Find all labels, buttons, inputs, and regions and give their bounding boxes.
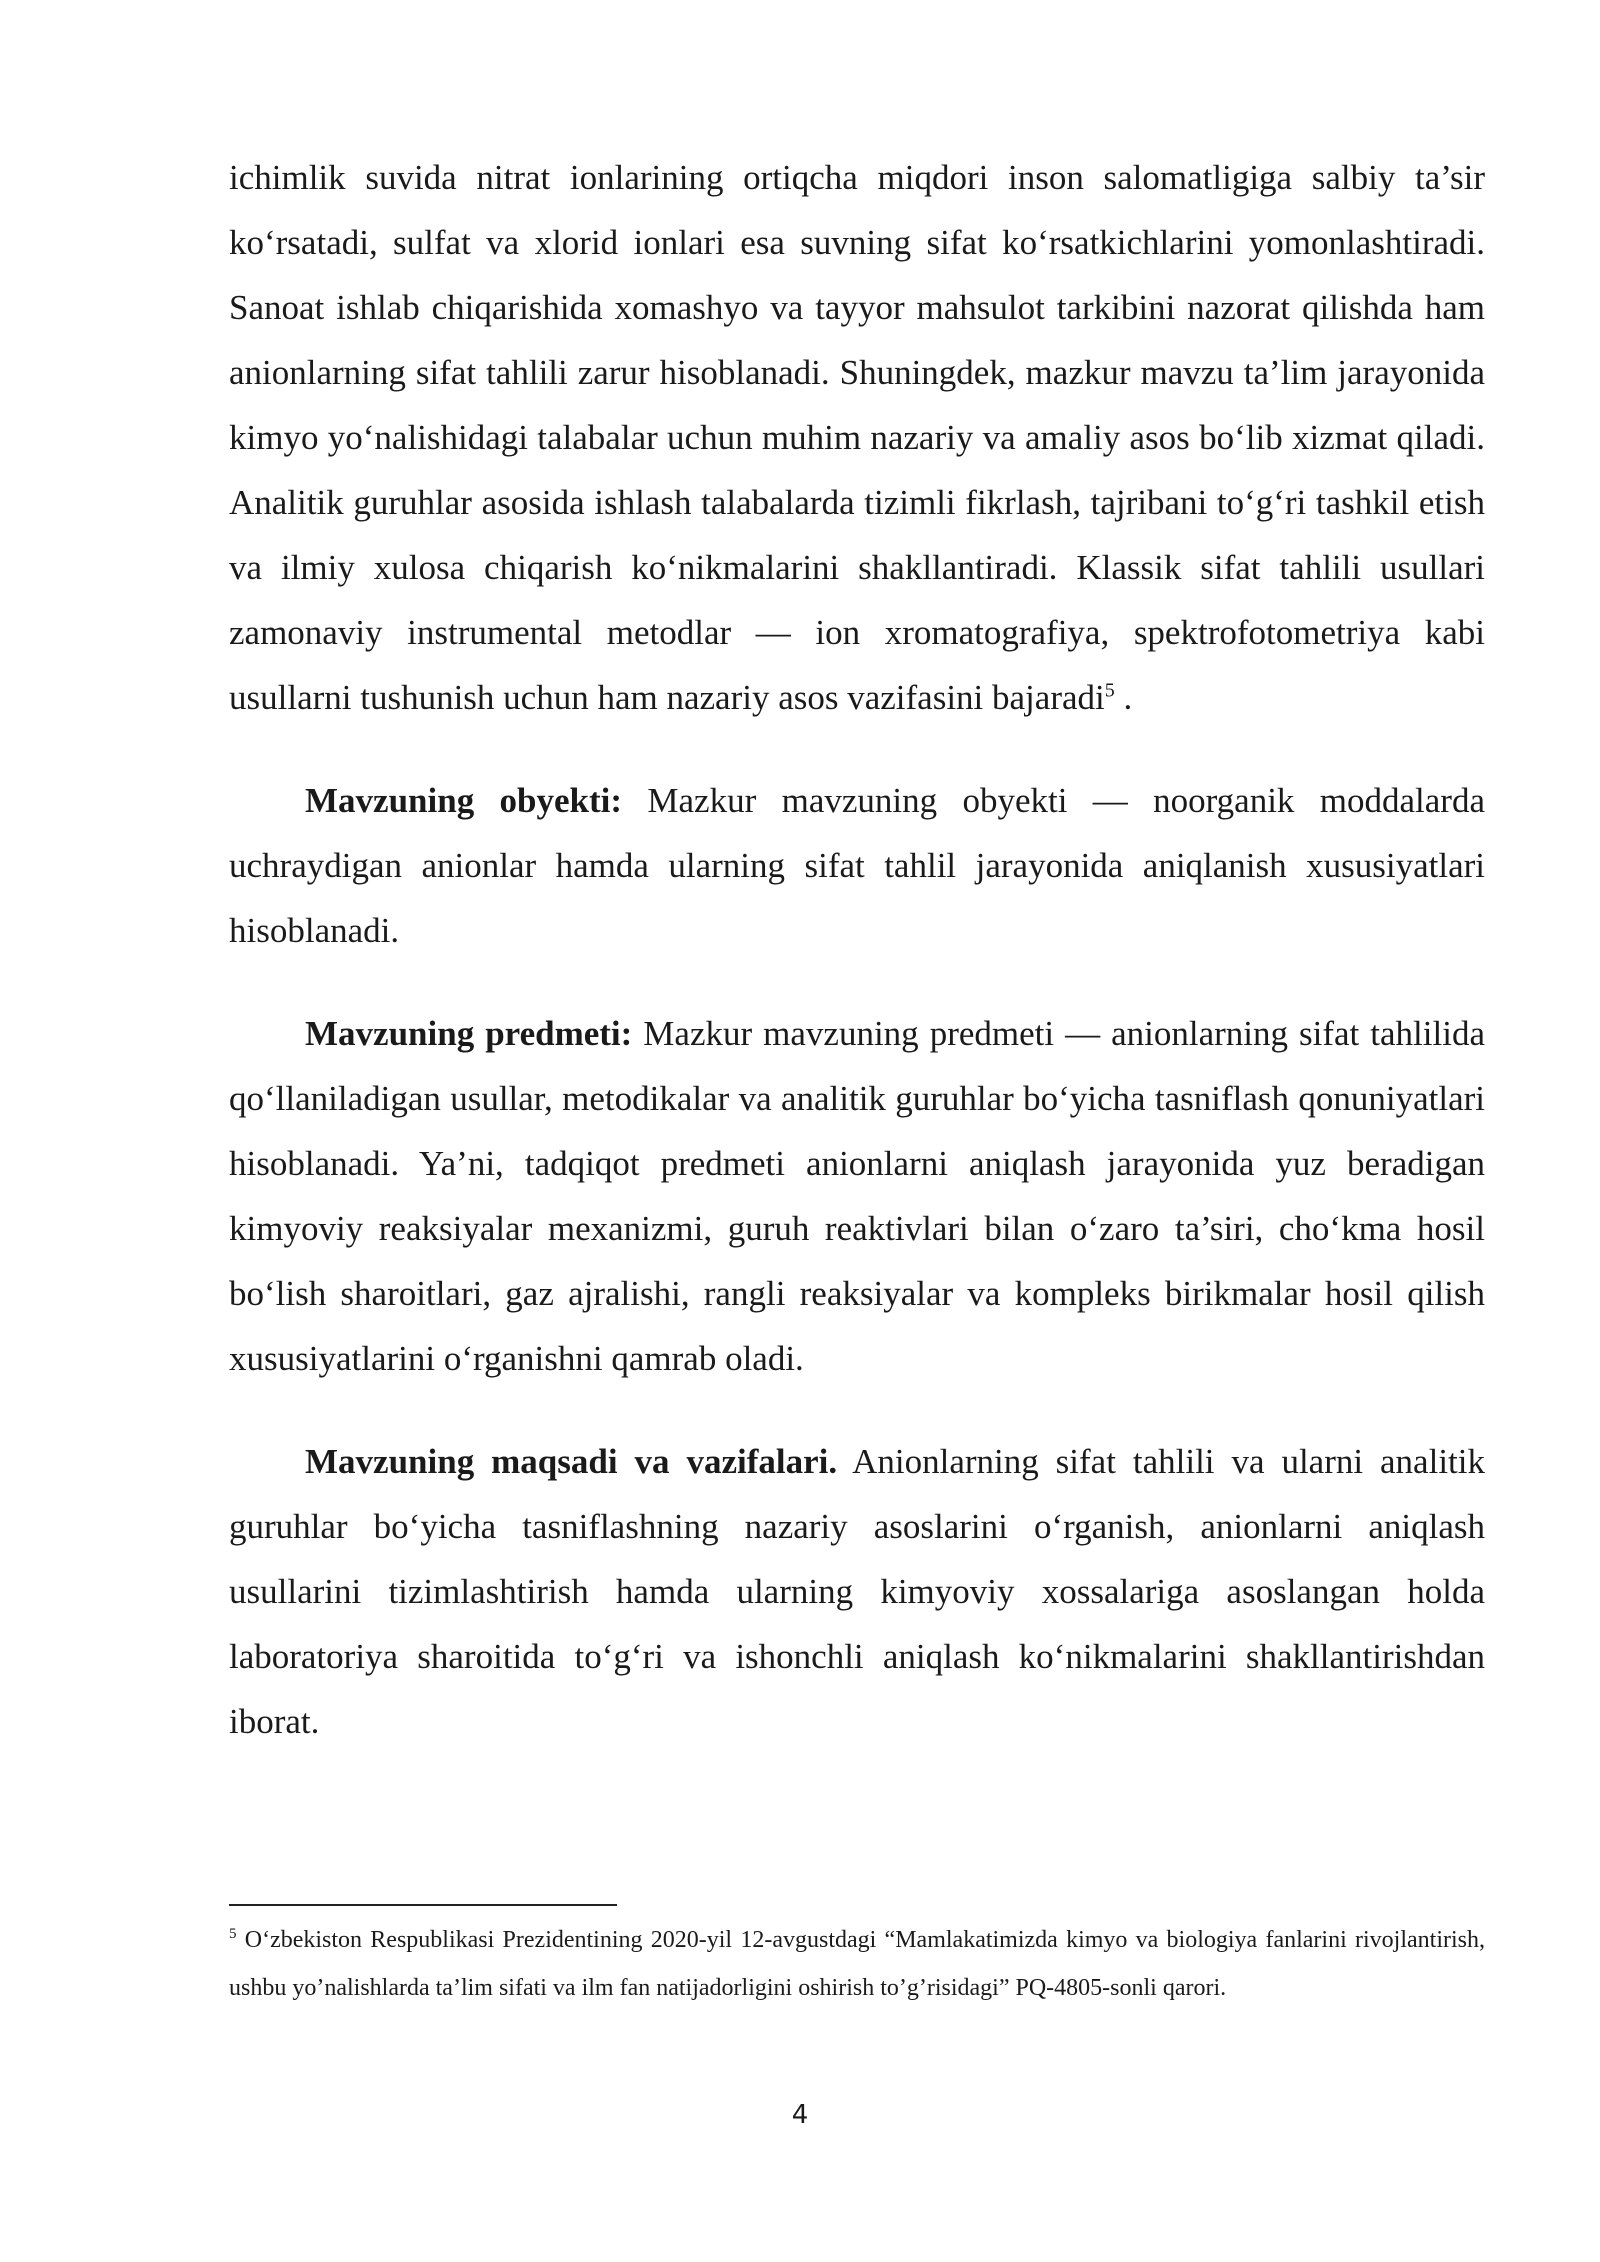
intro-paragraph-tail: . bbox=[1114, 678, 1133, 717]
footnote-reference[interactable]: 5 bbox=[1104, 679, 1115, 702]
object-paragraph bbox=[229, 768, 1485, 963]
footnote-mark: 5 bbox=[229, 1926, 237, 1942]
footnote-text: O‘zbekiston Respublikasi Prezidentining 2020-yil 12-avgustdagi “Mamlakatimizda kimyo va biologiya fanlarini rivojlantirish, ushbu yo’nalishlarda ta’lim sifati va ilm fan natijadorligini oshirish to’g’risidagi” PQ-4805-sonli qarori. bbox=[229, 1927, 1485, 2001]
object-heading: Mavzuning obyekti: bbox=[305, 781, 623, 820]
goals-paragraph bbox=[229, 1429, 1485, 1754]
object-paragraph-text: Mazkur mavzuning obyekti — noorganik moddalarda uchraydigan anionlar hamda ularning sifat tahlil jarayonida aniqlanish xususiyatlari hisoblanadi. bbox=[229, 781, 1485, 950]
goals-heading: Mavzuning maqsadi va vazifalari. bbox=[305, 1442, 838, 1481]
subject-paragraph-text: Mazkur mavzuning predmeti — anionlarning sifat tahlilida qo‘llaniladigan usullar, metodikalar va analitik guruhlar bo‘yicha tasniflash qonuniyatlari hisoblanadi. Ya’ni, tadqiqot predmeti anionlarni aniqlash jarayonida yuz beradigan kimyoviy reaksiyalar mexanizmi, guruh reaktivlari bilan o‘zaro ta’siri, cho‘kma hosil bo‘lish sharoitlari, gaz ajralishi, rangli reaksiyalar va kompleks birikmalar hosil qilish xususiyatlarini o‘rganishni qamrab oladi. bbox=[229, 1014, 1485, 1378]
footnote-separator bbox=[229, 1904, 617, 1906]
intro-paragraph-text: ichimlik suvida nitrat ionlarining ortiqcha miqdori inson salomatligiga salbiy ta’sir ko‘rsatadi, sulfat va xlorid ionlari esa suvning sifat ko‘rsatkichlarini yomonlashtiradi. Sanoat ishlab chiqarishida xomashyo va tayyor mahsulot tarkibini nazorat qilishda ham anionlarning sifat tahlili zarur hisoblanadi. Shuningdek, mazkur mavzu ta’lim jarayonida kimyo yo‘nalishidagi talabalar uchun muhim nazariy va amaliy asos bo‘lib xizmat qiladi. Analitik guruhlar asosida ishlash talabalarda tizimli fikrlash, tajribani to‘g‘ri tashkil etish va ilmiy xulosa chiqarish ko‘nikmalarini shakllantiradi. Klassik sifat tahlili usullari zamonaviy instrumental metodlar — ion xromatografiya, spektrofotometriya kabi usullarni tushunish uchun ham nazariy asos vazifasini bajaradi bbox=[229, 158, 1485, 717]
subject-heading: Mavzuning predmeti: bbox=[305, 1014, 633, 1053]
document-body bbox=[229, 145, 1485, 1754]
goals-paragraph-text: Anionlarning sifat tahlili va ularni analitik guruhlar bo‘yicha tasniflashning nazariy asoslarini o‘rganish, anionlarni aniqlash usullarini tizimlashtirish hamda ularning kimyoviy xossalariga asoslangan holda laboratoriya sharoitida to‘g‘ri va ishonchli aniqlash ko‘nikmalarini shakllantirishdan iborat. bbox=[229, 1442, 1485, 1741]
page-number: 4 bbox=[791, 2100, 809, 2130]
subject-paragraph bbox=[229, 1001, 1485, 1391]
footnote bbox=[229, 1916, 1485, 2012]
intro-paragraph bbox=[229, 145, 1485, 730]
